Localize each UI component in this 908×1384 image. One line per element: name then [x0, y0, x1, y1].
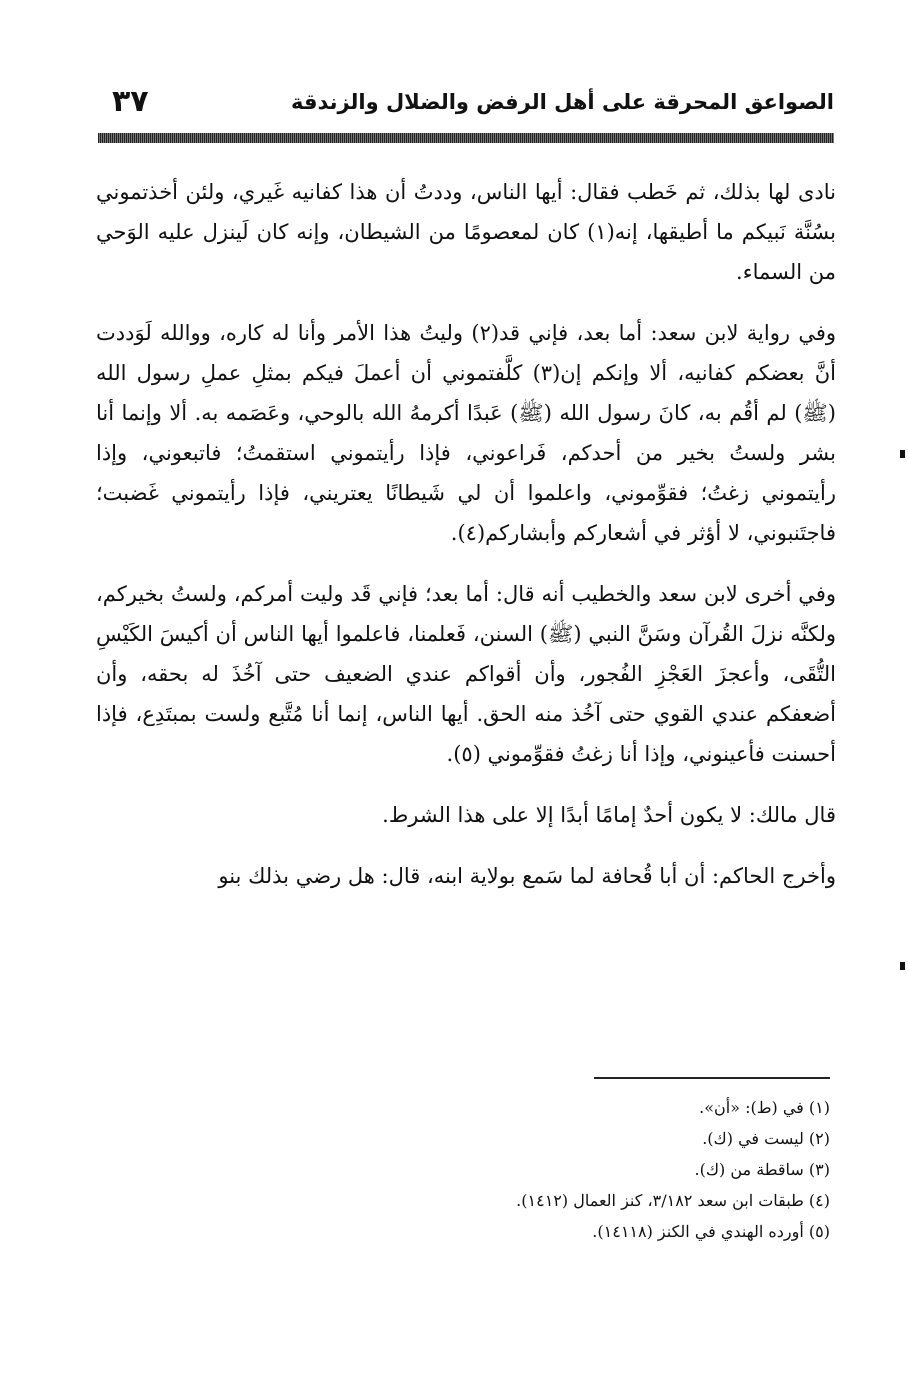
- footnote: (٢) ليست في (ك).: [702, 1129, 830, 1148]
- margin-mark: [900, 450, 905, 458]
- page-number: ٣٧: [112, 84, 149, 119]
- paragraph: وفي رواية لابن سعد: أما بعد، فإني قد(٢) وليتُ هذا الأمر وأنا له كاره، ووالله لَوَددت أنَّ بعضكم كفانيه، ألا وإنكم إن(٣) كلَّفتموني أن أعملَ فيكم بمثلِ عملِ رسول الله (ﷺ) لم أقُم به، كانَ رسول الله (ﷺ) عَبدًا أكرمهُ الله بالوحي، وعَصَمه به. ألا وإنما أنا بشر ولستُ بخير من أحدكم، فَراعوني، فإذا رأيتموني استقمتُ؛ فاتبعوني، وإذا رأيتموني زغتُ؛ فقوِّموني، واعلموا أن لي شَيطانًا يعتريني، فإذا رأيتموني غَضبت؛ فاجتَنبوني، لا أؤثر في أشعاركم وأبشاركم(٤).: [96, 321, 836, 545]
- paragraph: وأخرج الحاكم: أن أبا قُحافة لما سَمع بولاية ابنه، قال: هل رضي بذلك بنو: [218, 864, 836, 888]
- main-text: [96, 172, 836, 917]
- paragraph: وفي أخرى لابن سعد والخطيب أنه قال: أما بعد؛ فإني قَد وليت أمركم، ولستُ بخيركم، ولكنَّه نزلَ القُرآن وسَنَّ النبي (ﷺ) السنن، فَعلمنا، فاعلموا أيها الناس أن أكيسَ الكَيْسِ التُّقَى، وأعجزَ العَجْزِ الفُجور، وأن أقواكم عندي الضعيف حتى آخُذَ له بحقه، وأن أضعفكم عندي القوي حتى آخُذ منه الحق. أيها الناس، إنما أنا مُتَّبع ولست بمبتَدِع، فإذا أحسنت فأعينوني، وإذا أنا زغتُ فقوِّموني (٥).: [96, 582, 836, 766]
- footnote: (١) في (ط): «أن».: [699, 1098, 830, 1117]
- footnote: (٣) ساقطة من (ك).: [694, 1160, 830, 1179]
- footnote: (٤) طبقات ابن سعد ٣/١٨٢، كنز العمال (١٤١٢).: [516, 1191, 830, 1210]
- paragraph: نادى لها بذلك، ثم خَطب فقال: أيها الناس، وددتُ أن هذا كفانيه غَيري، ولئن أخذتموني بسُنَّة نَبيكم ما أطيقها، إنه(١) كان لمعصومًا من الشيطان، وإنه كان لَينزل عليه الوَحي من السماء.: [96, 180, 836, 284]
- margin-mark: [900, 962, 905, 970]
- footnote-separator: [594, 1077, 830, 1079]
- footnote: (٥) أورده الهندي في الكنز (١٤١١٨).: [592, 1222, 830, 1241]
- footnotes: [330, 1092, 830, 1247]
- header-rule: [98, 133, 834, 143]
- paragraph: قال مالك: لا يكون أحدٌ إمامًا أبدًا إلا على هذا الشرط.: [382, 803, 836, 827]
- running-header: [98, 86, 834, 126]
- running-title: الصواعق المحرقة على أهل الرفض والضلال والزندقة: [290, 90, 834, 114]
